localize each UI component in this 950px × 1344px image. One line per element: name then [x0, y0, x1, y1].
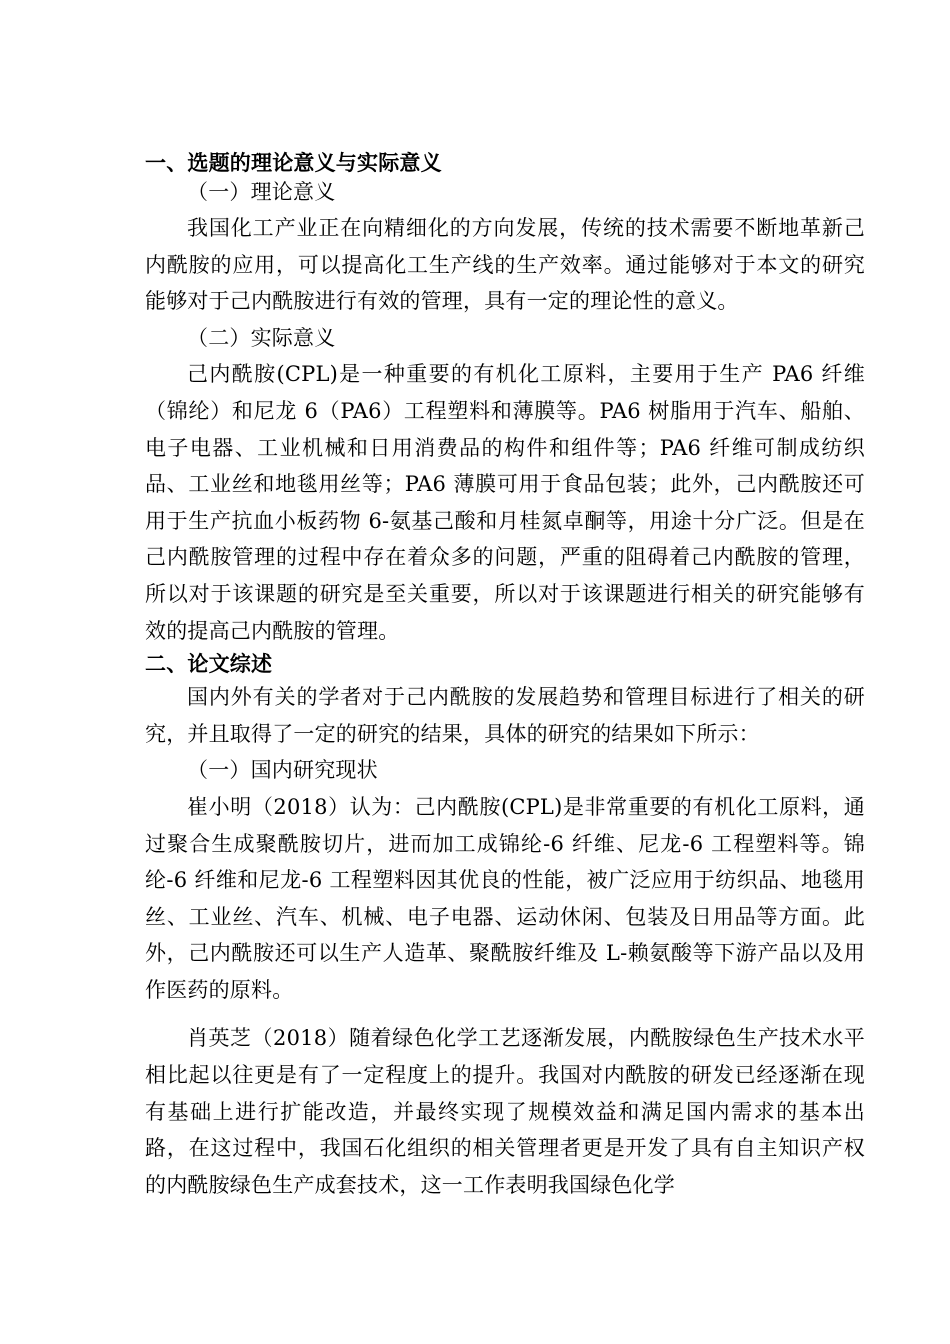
paragraph-review-intro: 国内外有关的学者对于己内酰胺的发展趋势和管理目标进行了相关的研究，并且取得了一定的研究的结果，具体的研究的结果如下所示： [145, 685, 865, 746]
subheading-domestic: （一）国内研究现状 [187, 758, 378, 783]
document-body [145, 148, 865, 1203]
subheading-practical: （二）实际意义 [187, 325, 336, 350]
subheading-theoretical: （一）理论意义 [187, 180, 336, 204]
paragraph-theoretical: 我国化工产业正在向精细化的方向发展，传统的技术需要不断地革新己内酰胺的应用，可以提高化工生产线的生产效率。通过能够对于本文的研究能够对于己内酰胺进行有效的管理，具有一定的理论性的意义。 [145, 216, 865, 314]
paragraph-cui: 崔小明（2018）认为：己内酰胺(CPL)是非常重要的有机化工原料，通过聚合生成聚酰胺切片，进而加工成锦纶-6 纤维、尼龙-6 工程塑料等。锦纶-6 纤维和尼龙-6 工程塑料因其优良的性能，被广泛应用于纺织品、地毯用丝、工业丝、汽车、机械、电子电器、运动休闲、包装及日用品等方面。此外，己内酰胺还可以生产人造革、聚酰胺纤维及 L-赖氨酸等下游产品以及用作医药的原料。 [145, 794, 865, 1002]
section-heading-significance: 一、选题的理论意义与实际意义 [145, 151, 442, 175]
paragraph-xiao: 肖英芝（2018）随着绿色化学工艺逐渐发展，内酰胺绿色生产技术水平相比起以往更是有了一定程度上的提升。我国对内酰胺的研发已经逐渐在现有基础上进行扩能改造，并最终实现了规模效益和满足国内需求的基本出路，在这过程中，我国石化组织的相关管理者更是开发了具有自主知识产权的内酰胺绿色生产成套技术，这一工作表明我国绿色化学 [145, 1026, 865, 1197]
section-heading-review: 二、论文综述 [145, 652, 273, 677]
paragraph-practical: 己内酰胺(CPL)是一种重要的有机化工原料，主要用于生产 PA6 纤维（锦纶）和尼龙 6（PA6）工程塑料和薄膜等。PA6 树脂用于汽车、船舶、电子电器、工业机械和日用消费品的构件和组件等；PA6 纤维可制成纺织品、工业丝和地毯用丝等；PA6 薄膜可用于食品包装；此外，己内酰胺还可用于生产抗血小板药物 6-氨基己酸和月桂氮卓酮等，用途十分广泛。但是在己内酰胺管理的过程中存在着众多的问题，严重的阻碍着己内酰胺的管理，所以对于该课题的研究是至关重要，所以对于该课题进行相关的研究能够有效的提高己内酰胺的管理。 [145, 362, 865, 643]
